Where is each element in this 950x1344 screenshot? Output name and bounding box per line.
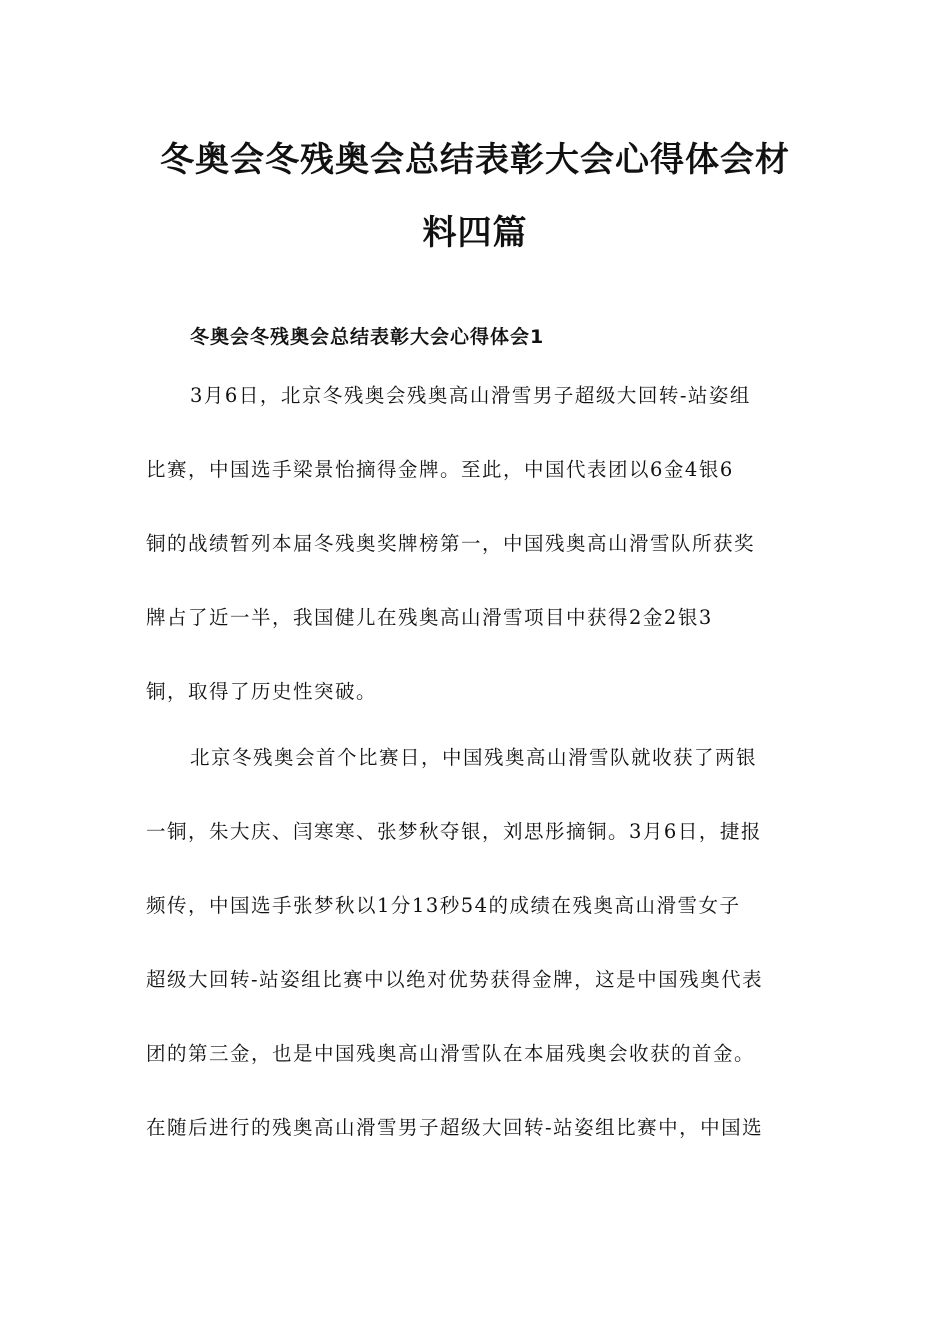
paragraph-line: 超级大回转-站姿组比赛中以绝对优势获得金牌，这是中国残奥代表 bbox=[146, 968, 764, 991]
paragraph-line: 3月6日，北京冬残奥会残奥高山滑雪男子超级大回转-站姿组 bbox=[190, 384, 751, 407]
paragraph-line: 牌占了近一半，我国健儿在残奥高山滑雪项目中获得2金2银3 bbox=[146, 606, 713, 629]
paragraph-line: 频传，中国选手张梦秋以1分13秒54的成绩在残奥高山滑雪女子 bbox=[146, 894, 741, 917]
document-title-line-1: 冬奥会冬残奥会总结表彰大会心得体会材 bbox=[160, 140, 790, 180]
paragraph-line: 铜，取得了历史性突破。 bbox=[146, 680, 378, 703]
paragraph-line: 团的第三金，也是中国残奥高山滑雪队在本届残奥会收获的首金。 bbox=[146, 1042, 756, 1065]
paragraph-line: 在随后进行的残奥高山滑雪男子超级大回转-站姿组比赛中，中国选 bbox=[146, 1116, 764, 1139]
document-title-line-2: 料四篇 bbox=[422, 213, 528, 253]
paragraph-line: 一铜，朱大庆、闫寒寒、张梦秋夺银，刘思彤摘铜。3月6日，捷报 bbox=[146, 820, 762, 843]
paragraph-line: 铜的战绩暂列本届冬残奥奖牌榜第一，中国残奥高山滑雪队所获奖 bbox=[146, 532, 756, 555]
section-heading: 冬奥会冬残奥会总结表彰大会心得体会1 bbox=[190, 326, 545, 348]
paragraph-line: 北京冬残奥会首个比赛日，中国残奥高山滑雪队就收获了两银 bbox=[190, 746, 758, 769]
paragraph-line: 比赛，中国选手梁景怡摘得金牌。至此，中国代表团以6金4银6 bbox=[146, 458, 734, 481]
